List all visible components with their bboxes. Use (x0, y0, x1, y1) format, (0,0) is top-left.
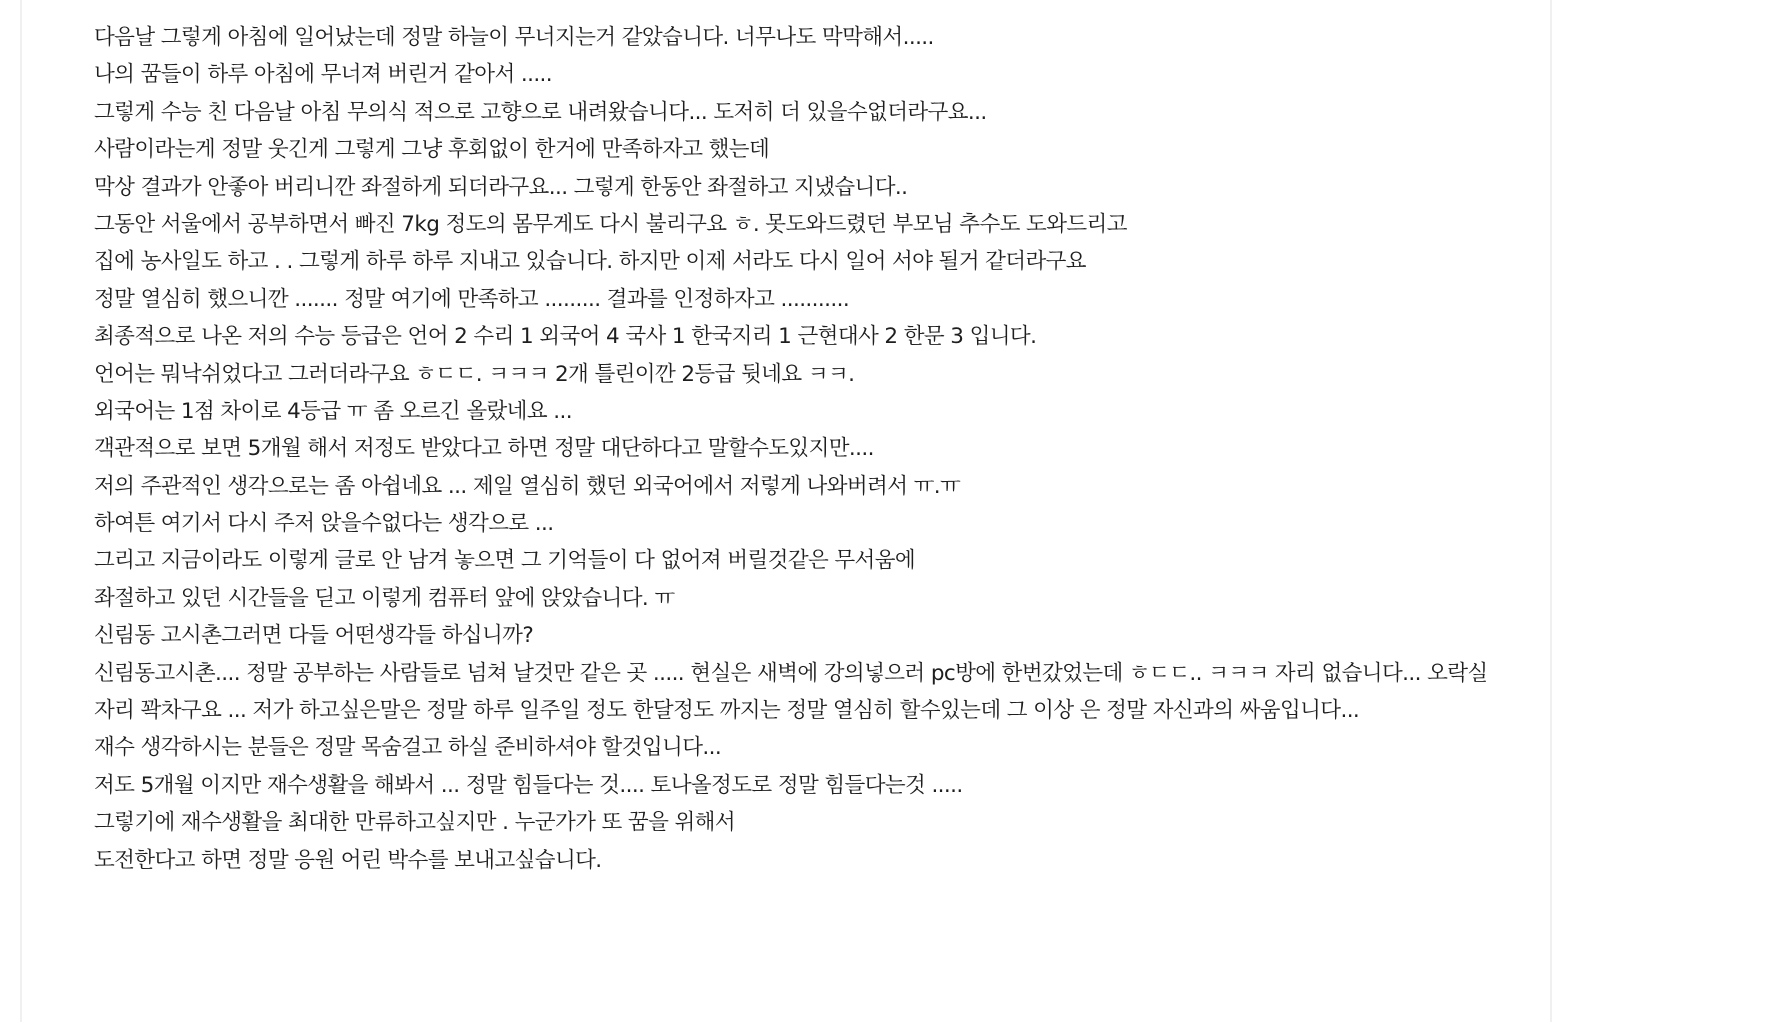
post-line: 자리 꽉차구요 ... 저가 하고싶은말은 정말 하루 일주일 정도 한달정도 까지는 정말 열심히 할수있는데 그 이상 은 정말 자신과의 싸움입니다... (94, 698, 1360, 724)
post-line: 언어는 뭐낙쉬었다고 그러더라구요 ㅎㄷㄷ. ㅋㅋㅋ 2개 틀린이깐 2등급 뒷네요 ㅋㅋ. (94, 361, 855, 387)
post-line: 그렇게 수능 친 다음날 아침 무의식 적으로 고향으로 내려왔습니다... 도저히 더 있을수없더라구요... (94, 99, 987, 125)
post-line: 정말 열심히 했으니깐 ....... 정말 여기에 만족하고 ......... 결과를 인정하자고 ........... (94, 286, 850, 312)
post-line: 신림동 고시촌그러면 다들 어떤생각들 하십니까? (94, 623, 534, 649)
post-line: 신림동고시촌.... 정말 공부하는 사람들로 넘쳐 날것만 같은 곳 ..... 현실은 새벽에 강의넣으러 pc방에 한번갔었는데 ㅎㄷㄷ.. ㅋㅋㅋ 자리 없습니다... 오락실 (94, 660, 1488, 686)
post-line: 그리고 지금이라도 이렇게 글로 안 남겨 놓으면 그 기억들이 다 없어져 버릴것같은 무서움에 (94, 548, 916, 574)
post-body (94, 19, 1554, 879)
post-container (20, 0, 1552, 1022)
post-line: 외국어는 1점 차이로 4등급 ㅠ 좀 오르긴 올랐네요 ... (94, 398, 572, 424)
post-line: 막상 결과가 안좋아 버리니깐 좌절하게 되더라구요... 그렇게 한동안 좌절하고 지냈습니다.. (94, 174, 908, 200)
post-line: 도전한다고 하면 정말 응원 어린 박수를 보내고싶습니다. (94, 847, 602, 873)
post-line: 하여튼 여기서 다시 주저 앉을수없다는 생각으로 ... (94, 511, 554, 537)
post-line: 저의 주관적인 생각으로는 좀 아쉽네요 ... 제일 열심히 했던 외국어에서 저렇게 나와버려서 ㅠ.ㅠ (94, 473, 961, 499)
post-line: 나의 꿈들이 하루 아침에 무너져 버린거 같아서 ..... (94, 62, 553, 88)
post-line: 다음날 그렇게 아침에 일어났는데 정말 하늘이 무너지는거 같았습니다. 너무나도 막막해서..... (94, 25, 934, 50)
post-line: 객관적으로 보면 5개월 해서 저정도 받았다고 하면 정말 대단하다고 말할수도있지만.... (94, 436, 874, 462)
post-line: 최종적으로 나온 저의 수능 등급은 언어 2 수리 1 외국어 4 국사 1 한국지리 1 근현대사 2 한문 3 입니다. (94, 324, 1037, 350)
post-line: 그동안 서울에서 공부하면서 빠진 7kg 정도의 몸무게도 다시 불리구요 ㅎ. 못도와드렸던 부모님 추수도 도와드리고 (94, 211, 1127, 237)
post-line: 재수 생각하시는 분들은 정말 목숨걸고 하실 준비하셔야 할것입니다... (94, 735, 722, 761)
post-line: 사람이라는게 정말 웃긴게 그렇게 그냥 후회없이 한거에 만족하자고 했는데 (94, 137, 770, 163)
post-line: 그렇기에 재수생활을 최대한 만류하고싶지만 . 누군가가 또 꿈을 위해서 (94, 810, 736, 836)
post-line: 저도 5개월 이지만 재수생활을 해봐서 ... 정말 힘들다는 것.... 토나올정도로 정말 힘들다는것 ..... (94, 772, 963, 798)
post-line: 집에 농사일도 하고 . . 그렇게 하루 하루 지내고 있습니다. 하지만 이제 서라도 다시 일어 서야 될거 같더라구요 (94, 249, 1086, 275)
post-line: 좌절하고 있던 시간들을 딛고 이렇게 컴퓨터 앞에 앉았습니다. ㅠ (94, 585, 675, 611)
